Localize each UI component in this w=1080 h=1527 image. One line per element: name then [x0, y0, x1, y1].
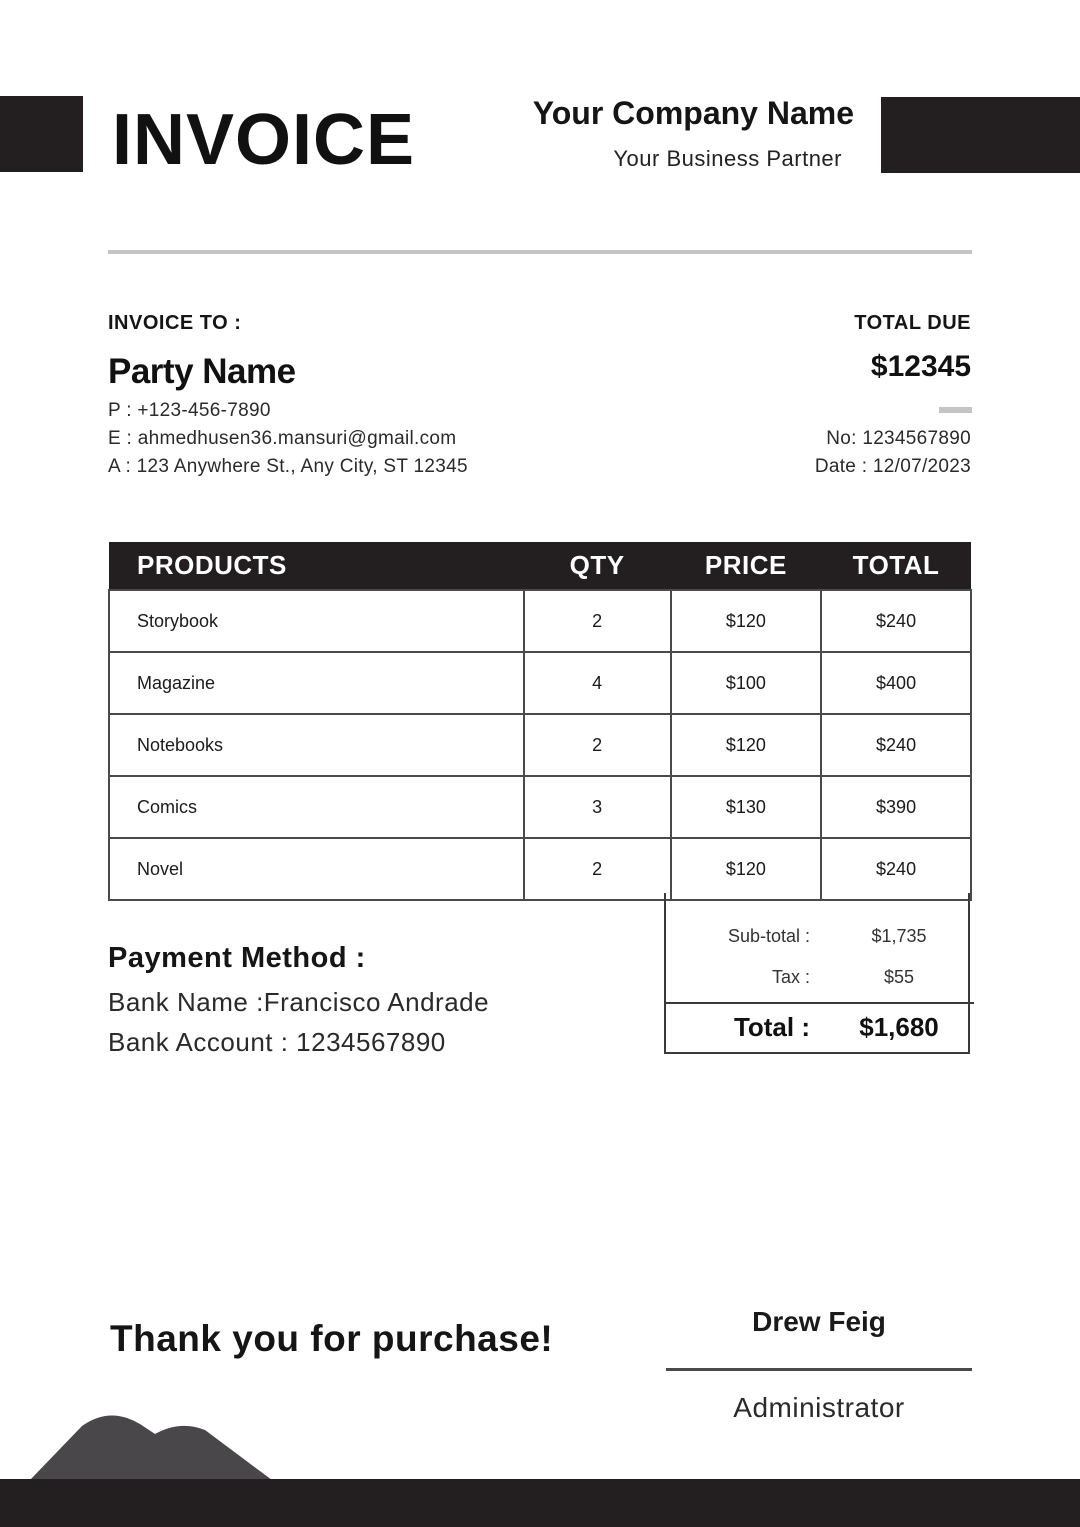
table-row — [109, 652, 971, 714]
company-name: Your Company Name — [532, 95, 854, 131]
header-qty: QTY — [524, 542, 671, 590]
cell-product: Novel — [109, 838, 524, 900]
signer-name: Drew Feig — [752, 1306, 886, 1337]
party-name: Party Name — [108, 352, 296, 391]
cell-product: Magazine — [109, 652, 524, 714]
cell-total: $240 — [821, 838, 971, 900]
table-row — [109, 776, 971, 838]
party-phone: P : +123-456-7890 — [108, 400, 271, 421]
cell-qty: 2 — [524, 590, 671, 652]
party-address: A : 123 Anywhere St., Any City, ST 12345 — [108, 456, 468, 477]
cell-price: $120 — [671, 714, 822, 776]
cell-price: $120 — [671, 838, 822, 900]
cell-product: Storybook — [109, 590, 524, 652]
signer-role: Administrator — [733, 1392, 905, 1423]
table-row — [109, 590, 971, 652]
header-bar-right — [881, 97, 1080, 173]
tax-label: Tax : — [771, 967, 810, 987]
company-tagline: Your Business Partner — [613, 146, 842, 171]
bank-name: Bank Name :Francisco Andrade — [108, 987, 490, 1017]
cell-price: $130 — [671, 776, 822, 838]
cell-total: $400 — [821, 652, 971, 714]
cell-product: Comics — [109, 776, 524, 838]
cell-price: $100 — [671, 652, 822, 714]
subtotal-value: $1,735 — [871, 926, 927, 946]
invoice-title: INVOICE — [112, 100, 416, 180]
cell-total: $240 — [821, 714, 971, 776]
header-total: TOTAL — [821, 542, 971, 590]
bank-account: Bank Account : 1234567890 — [108, 1027, 446, 1057]
cell-qty: 4 — [524, 652, 671, 714]
header-products: PRODUCTS — [109, 542, 524, 590]
grand-total-label: Total : — [733, 1012, 810, 1042]
party-email: E : ahmedhusen36.mansuri@gmail.com — [108, 428, 457, 449]
invoice-date: Date : 12/07/2023 — [814, 456, 971, 477]
subtotal-label: Sub-total : — [727, 926, 810, 946]
total-due-amount: $12345 — [870, 350, 971, 383]
total-due-divider — [939, 407, 972, 413]
tax-value: $55 — [883, 967, 915, 987]
products-table — [108, 542, 972, 901]
cell-total: $240 — [821, 590, 971, 652]
total-due-label: TOTAL DUE — [854, 312, 971, 334]
grand-total-value: $1,680 — [859, 1012, 939, 1042]
cell-qty: 2 — [524, 838, 671, 900]
table-row — [109, 714, 971, 776]
summary-divider — [664, 1002, 974, 1004]
footer-bar — [0, 1479, 1080, 1527]
signature-line — [666, 1368, 972, 1371]
mountain-decoration-icon — [30, 1410, 280, 1480]
payment-method-title: Payment Method : — [108, 942, 366, 974]
table-header-row — [109, 542, 971, 590]
header-bar-left — [0, 96, 83, 172]
thank-you-message: Thank you for purchase! — [110, 1318, 554, 1359]
table-row — [109, 838, 971, 900]
invoice-number: No: 1234567890 — [826, 428, 971, 449]
header-divider — [108, 250, 972, 254]
cell-product: Notebooks — [109, 714, 524, 776]
invoice-to-label: INVOICE TO : — [108, 312, 242, 334]
cell-qty: 3 — [524, 776, 671, 838]
cell-total: $390 — [821, 776, 971, 838]
cell-price: $120 — [671, 590, 822, 652]
cell-qty: 2 — [524, 714, 671, 776]
header-price: PRICE — [671, 542, 822, 590]
